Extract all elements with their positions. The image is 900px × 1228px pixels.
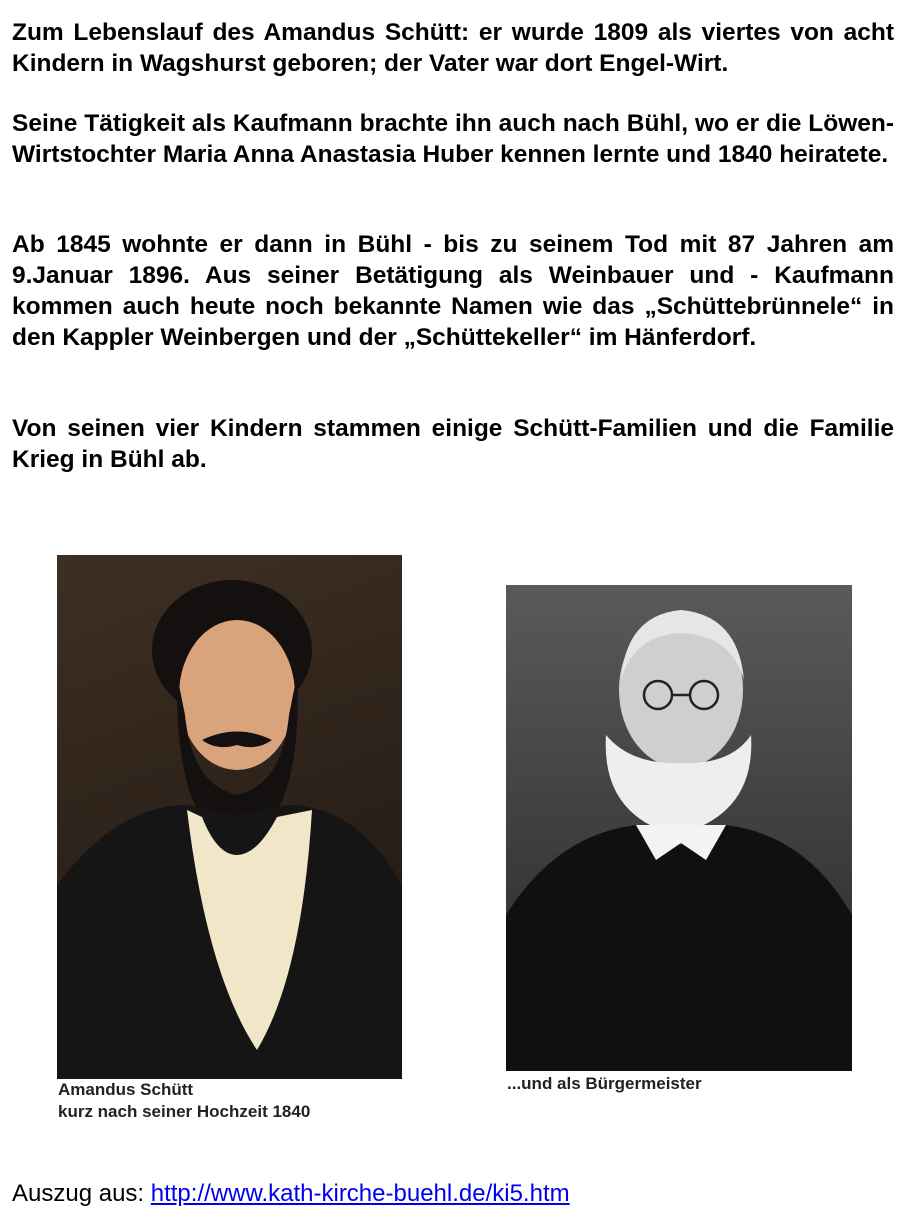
paragraph-descendants: Von seinen vier Kindern stammen einige Schütt-Familien und die Familie Krieg in Bühl ab. <box>12 415 894 473</box>
source-label: Auszug aus: <box>12 1180 151 1207</box>
caption-young-name: Amandus Schütt <box>58 1080 194 1099</box>
source-link[interactable]: http://www.kath-kirche-buehl.de/ki5.htm <box>150 1180 570 1207</box>
portrait-mayor-image <box>506 585 852 1071</box>
caption-young-detail: kurz nach seiner Hochzeit 1840 <box>58 1102 311 1121</box>
paragraph-marriage: Seine Tätigkeit als Kaufmann brachte ihn auch nach Bühl, wo er die Löwen-Wirtstochter Maria Anna Anastasia Huber kennen lernte und 1840 heiratete. <box>12 110 894 168</box>
paragraph-birth: Zum Lebenslauf des Amandus Schütt: er wurde 1809 als viertes von acht Kindern in Wagshurst geboren; der Vater war dort Engel-Wirt. <box>12 19 894 77</box>
paragraph-buehl-life: Ab 1845 wohnte er dann in Bühl - bis zu seinem Tod mit 87 Jahren am 9.Januar 1896. Aus seiner Betätigung als Weinbauer und - Kaufmann kommen auch heute noch bekannte Namen wie das „Schüttebrünnele“ in den Kappler Weinbergen und der „Schüttekeller“ im Hänferdorf. <box>12 231 894 351</box>
caption-young <box>58 1079 310 1123</box>
portrait-mayor-illustration <box>506 585 852 1071</box>
source-line <box>12 1180 570 1208</box>
caption-mayor-text: ...und als Bürgermeister <box>507 1074 702 1093</box>
portrait-young-illustration <box>57 555 402 1079</box>
portrait-young-image <box>57 555 402 1079</box>
caption-mayor <box>507 1073 702 1095</box>
